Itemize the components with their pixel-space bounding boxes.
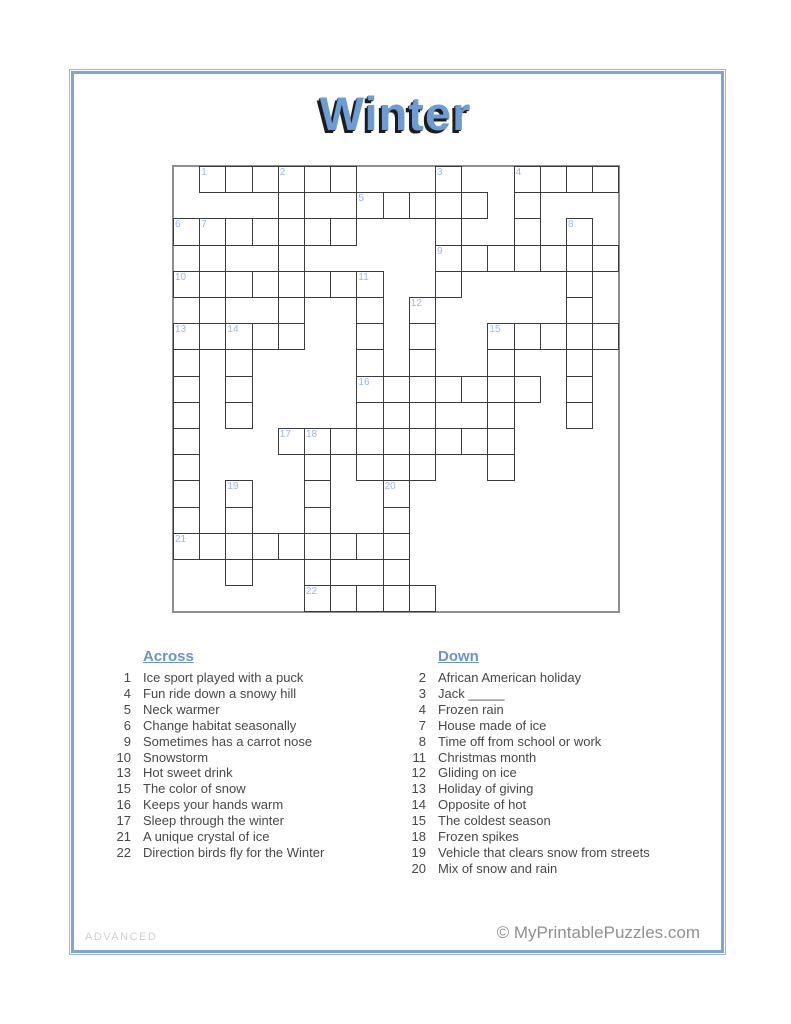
grid-cell-r11c0 [173,454,200,481]
grid-cell-r7c15 [566,349,593,376]
clue-down-2 [394,670,699,686]
grid-cell-r8c0 [173,376,200,403]
grid-cell-r14c1 [199,533,226,560]
grid-cell-r0c10 [435,166,462,193]
cell-number: 17 [279,429,291,440]
grid-cell-r1c9 [409,192,436,219]
down-clues-section [394,648,699,877]
grid-cell-r7c12 [487,349,514,376]
clue-number: 10 [116,749,131,765]
clue-across-16 [99,797,404,813]
cell-number: 4 [515,167,522,178]
grid-cell-r6c12 [487,323,514,350]
clue-text: Vehicle that clears snow from streets [438,844,650,860]
grid-cell-r3c16 [592,245,619,272]
clue-text: Christmas month [438,749,537,765]
grid-cell-r3c15 [566,245,593,272]
grid-cell-r1c10 [435,192,462,219]
clue-text: Holiday of giving [438,781,534,797]
grid-cell-r15c2 [225,559,252,586]
clue-number: 6 [123,717,131,733]
clue-text: Ice sport played with a puck [143,670,304,685]
grid-cell-r14c5 [304,533,331,560]
grid-cell-r16c5 [304,585,331,612]
grid-cell-r1c7 [356,192,383,219]
grid-cell-r6c16 [592,323,619,350]
cell-number: 1 [201,167,207,178]
cell-number: 16 [358,376,370,388]
grid-cell-r13c0 [173,507,200,534]
grid-cell-r8c15 [566,376,593,403]
grid-cell-r6c0 [173,323,200,350]
clue-number: 7 [418,717,426,733]
grid-cell-r10c11 [461,428,488,455]
grid-cell-r14c7 [356,533,383,560]
grid-cell-r4c1 [199,271,226,298]
grid-cell-r16c8 [383,585,410,612]
grid-cell-r6c15 [566,323,593,350]
clue-down-13 [394,781,699,797]
clue-number: 14 [411,797,426,813]
grid-cell-r10c9 [409,428,436,455]
grid-cell-r2c1 [199,218,226,245]
grid-cell-r4c4 [278,271,305,298]
clue-down-19 [394,845,699,861]
clue-number: 21 [116,829,131,845]
clue-number: 20 [411,860,426,876]
down-clue-list [394,670,699,877]
cell-number: 3 [437,167,443,178]
grid-cell-r9c7 [356,402,383,429]
grid-cell-r4c0 [173,271,200,298]
grid-cell-r0c15 [566,166,593,193]
grid-cell-r9c15 [566,402,593,429]
grid-cell-r5c9 [409,297,436,324]
grid-cell-r4c6 [330,271,357,298]
grid-cell-r5c4 [278,297,305,324]
grid-cell-r1c8 [383,192,410,219]
cell-number: 20 [384,481,396,493]
grid-cell-r0c3 [252,166,279,193]
cell-number: 6 [175,219,181,231]
grid-cell-r4c2 [225,271,252,298]
clue-text: Frozen spikes [438,829,519,845]
grid-cell-r8c2 [225,376,252,403]
clue-text: Time off from school or work [438,733,602,749]
grid-cell-r10c0 [173,428,200,455]
clue-text: Neck warmer [143,701,220,717]
clue-text: Gliding on ice [438,765,517,781]
grid-cell-r1c4 [278,192,305,219]
cell-number: 11 [358,271,369,283]
grid-cell-r0c6 [330,166,357,193]
grid-cell-r2c6 [330,218,357,245]
cell-number: 9 [437,245,443,257]
grid-cell-r3c14 [540,245,567,272]
grid-cell-r14c0 [173,533,200,560]
grid-cell-r12c2 [225,480,252,507]
grid-cell-r5c1 [199,297,226,324]
grid-cell-r2c0 [173,218,200,245]
clue-number: 11 [412,749,426,765]
clue-text: The coldest season [438,813,551,829]
grid-cell-r5c7 [356,297,383,324]
page-title: Winter [319,87,472,140]
grid-cell-r9c2 [225,402,252,429]
clue-number: 4 [418,701,426,717]
grid-cell-r6c7 [356,323,383,350]
grid-cell-r3c10 [435,245,462,272]
clue-down-15 [394,813,699,829]
grid-cell-r8c7 [356,376,383,403]
cell-number: 13 [175,324,187,336]
clue-text: Change habitat seasonally [143,717,297,733]
clue-down-12 [394,765,699,781]
cell-number: 8 [568,219,574,231]
grid-cell-r6c2 [225,323,252,350]
grid-cell-r3c4 [278,245,305,272]
clue-text: Snowstorm [143,749,209,765]
clue-text: Opposite of hot [438,797,527,813]
clue-text: Hot sweet drink [143,765,233,781]
clue-across-22 [99,845,404,861]
clue-across-13 [99,765,404,781]
grid-cell-r2c10 [435,218,462,245]
grid-cell-r9c12 [487,402,514,429]
cell-number: 21 [175,533,187,545]
grid-cell-r2c2 [225,218,252,245]
cell-number: 15 [489,324,501,336]
grid-cell-r2c5 [304,218,331,245]
grid-cell-r7c9 [409,349,436,376]
grid-cell-r0c5 [304,166,331,193]
clue-text: House made of ice [438,717,547,733]
cell-number: 7 [201,219,207,231]
grid-cell-r14c6 [330,533,357,560]
cell-number: 10 [175,271,187,283]
clue-down-11 [394,750,699,766]
grid-cell-r16c6 [330,585,357,612]
grid-cell-r6c13 [514,323,541,350]
clue-across-17 [99,813,404,829]
cell-number: 19 [227,481,239,493]
across-header: Across [143,648,194,665]
clue-down-3 [394,686,699,702]
grid-cell-r10c8 [383,428,410,455]
down-header: Down [438,648,479,665]
grid-cell-r2c4 [278,218,305,245]
clue-text: A unique crystal of ice [143,829,270,845]
grid-cell-r0c2 [225,166,252,193]
grid-cell-r2c13 [514,218,541,245]
grid-cell-r0c1 [199,166,226,193]
grid-cell-r16c9 [409,585,436,612]
grid-cell-r15c8 [383,559,410,586]
grid-cell-r10c6 [330,428,357,455]
grid-cell-r14c4 [278,533,305,560]
grid-cell-r15c5 [304,559,331,586]
grid-cell-r10c12 [487,428,514,455]
clue-number: 15 [116,781,131,797]
grid-cell-r9c0 [173,402,200,429]
clue-number: 18 [411,829,426,845]
clue-number: 17 [116,813,131,829]
difficulty-label: ADVANCED [85,931,158,943]
grid-cell-r9c9 [409,402,436,429]
grid-cell-r14c2 [225,533,252,560]
clue-across-15 [99,781,404,797]
clue-number: 12 [411,765,426,781]
grid-cell-r8c13 [514,376,541,403]
grid-cell-r1c13 [514,192,541,219]
clue-number: 13 [116,765,131,781]
clue-text: Fun ride down a snowy hill [143,685,297,701]
grid-cell-r3c13 [514,245,541,272]
cell-number: 5 [358,193,364,205]
clue-text: The color of snow [143,781,246,797]
clue-number: 1 [123,670,131,685]
crossword-grid [173,166,619,612]
grid-cell-r8c10 [435,376,462,403]
clue-number: 4 [123,685,131,701]
clue-number: 9 [123,733,131,749]
grid-cell-r0c16 [592,166,619,193]
grid-cell-r0c14 [540,166,567,193]
grid-cell-r6c14 [540,323,567,350]
grid-cell-r6c9 [409,323,436,350]
cell-number: 14 [227,324,239,336]
grid-cell-r1c11 [461,192,488,219]
grid-cell-r4c15 [566,271,593,298]
clue-text: Sometimes has a carrot nose [143,733,313,749]
grid-cell-r13c8 [383,507,410,534]
clue-number: 15 [411,813,426,829]
clue-across-9 [99,734,404,750]
grid-cell-r6c3 [252,323,279,350]
grid-cell-r16c7 [356,585,383,612]
grid-cell-r4c7 [356,271,383,298]
grid-cell-r0c13 [514,166,541,193]
clue-number: 13 [411,781,426,797]
grid-cell-r12c8 [383,480,410,507]
grid-cell-r10c4 [278,428,305,455]
grid-cell-r8c12 [487,376,514,403]
cell-number: 2 [279,167,286,178]
clue-text: Direction birds fly for the Winter [143,844,325,860]
clue-text: Sleep through the winter [143,813,284,829]
clue-text: African American holiday [438,670,582,685]
cell-number: 22 [306,586,318,598]
clue-across-4 [99,686,404,702]
clue-number: 16 [116,797,131,813]
grid-cell-r6c4 [278,323,305,350]
clue-across-10 [99,750,404,766]
grid-cell-r6c1 [199,323,226,350]
grid-cell-r7c2 [225,349,252,376]
clue-down-4 [394,702,699,718]
grid-cell-r8c9 [409,376,436,403]
grid-cell-r4c5 [304,271,331,298]
grid-cell-r10c7 [356,428,383,455]
grid-cell-r14c8 [383,533,410,560]
grid-cell-r8c11 [461,376,488,403]
clue-down-14 [394,797,699,813]
grid-cell-r10c10 [435,428,462,455]
clue-text: Mix of snow and rain [438,860,558,876]
grid-cell-r13c5 [304,507,331,534]
clue-number: 22 [116,844,131,860]
clue-down-18 [394,829,699,845]
grid-cell-r3c12 [487,245,514,272]
grid-cell-r3c11 [461,245,488,272]
grid-cell-r7c0 [173,349,200,376]
grid-cell-r4c10 [435,271,462,298]
grid-cell-r7c7 [356,349,383,376]
across-clues-section [99,648,404,861]
grid-cell-r8c8 [383,376,410,403]
grid-cell-r4c3 [252,271,279,298]
grid-cell-r10c5 [304,428,331,455]
grid-cell-r2c15 [566,218,593,245]
across-clue-list [99,670,404,861]
grid-cell-r12c5 [304,480,331,507]
grid-cell-r14c3 [252,533,279,560]
cell-number: 12 [410,298,422,309]
clue-number: 2 [418,670,426,685]
grid-cell-r12c0 [173,480,200,507]
clue-across-5 [99,702,404,718]
grid-cell-r3c1 [199,245,226,272]
clue-down-20 [394,861,699,877]
copyright-text: © MyPrintablePuzzles.com [496,923,700,942]
clue-down-7 [394,718,699,734]
clue-number: 5 [123,701,131,717]
grid-cell-r13c2 [225,507,252,534]
grid-cell-r5c15 [566,297,593,324]
grid-cell-r11c9 [409,454,436,481]
clue-across-1 [99,670,404,686]
clue-number: 8 [418,733,426,749]
clue-across-21 [99,829,404,845]
grid-cell-r11c5 [304,454,331,481]
clue-number: 3 [418,685,426,701]
grid-cell-r11c7 [356,454,383,481]
clue-text: Jack _____ [438,685,505,701]
grid-cell-r0c4 [278,166,305,193]
grid-cell-r2c3 [252,218,279,245]
clue-number: 19 [411,844,426,860]
clue-down-8 [394,734,699,750]
clue-text: Frozen rain [438,701,504,717]
grid-cell-r11c12 [487,454,514,481]
clue-text: Keeps your hands warm [143,797,284,813]
cell-number: 18 [306,429,318,440]
clue-across-6 [99,718,404,734]
